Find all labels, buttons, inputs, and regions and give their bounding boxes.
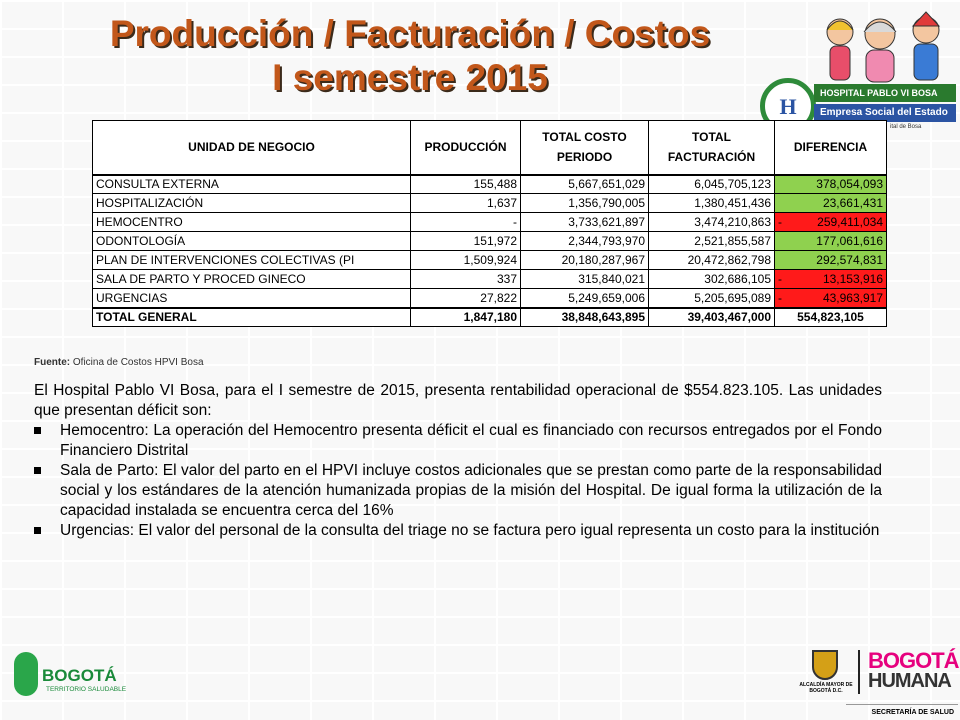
diferencia-value: 378,054,093: [816, 177, 883, 192]
negative-sign: -: [778, 290, 782, 305]
diferencia-value: 259,411,034: [817, 215, 883, 229]
row-produccion: 1,509,924: [411, 251, 521, 270]
row-diferencia: [775, 251, 887, 270]
title-line-2: I semestre 2015: [272, 57, 548, 98]
total-unidad: TOTAL GENERAL: [93, 308, 411, 327]
row-produccion: 27,822: [411, 289, 521, 308]
svg-text:H: H: [779, 94, 797, 119]
deficit-bullet: [34, 461, 882, 521]
bogota-humana-line-2: HUMANA: [868, 670, 951, 692]
header-facturacion: TOTAL FACTURACIÓN: [649, 121, 775, 175]
negative-sign: -: [778, 272, 782, 286]
row-diferencia: [775, 175, 887, 194]
header-produccion: PRODUCCIÓN: [411, 121, 521, 175]
total-produccion: 1,847,180: [411, 308, 521, 327]
square-bullet-icon: [34, 467, 41, 474]
row-unidad: SALA DE PARTO Y PROCED GINECO: [93, 270, 411, 289]
diferencia-value: 13,153,916: [822, 272, 883, 286]
row-facturacion: 302,686,105: [649, 270, 775, 289]
diferencia-value: 23,661,431: [822, 196, 883, 210]
alcaldia-text: ALCALDÍA MAYOR DE BOGOTÁ D.C.: [799, 682, 853, 694]
row-unidad: URGENCIAS: [93, 289, 411, 308]
diferencia-value: 177,061,616: [816, 234, 883, 248]
bullet-text: Sala de Parto: El valor del parto en el HPVI incluye costos adicionales que se prestan como parte de la responsabilidad social y los estándares de la atención humanizada propias de la misión del Hospital. De igual forma la utilización de la capacidad instalada se encuentra cerca del 16%: [60, 462, 882, 519]
footer-logos: [798, 646, 958, 720]
row-facturacion: 5,205,695,089: [649, 289, 775, 308]
hospital-subtext: ital de Bosa: [890, 124, 922, 130]
row-produccion: 151,972: [411, 232, 521, 251]
row-produccion: 337: [411, 270, 521, 289]
total-costo: 38,848,643,895: [521, 308, 649, 327]
row-produccion: -: [411, 213, 521, 232]
row-diferencia: [775, 270, 887, 289]
hospital-name: HOSPITAL PABLO VI BOSA: [814, 84, 956, 102]
bogota-left-subtext: TERRITORIO SALUDABLE: [46, 686, 127, 693]
total-facturacion: 39,403,467,000: [649, 308, 775, 327]
diferencia-value: 43,963,917: [822, 290, 883, 305]
bogota-territorio-saludable-logo: [12, 646, 132, 704]
table-row: [93, 175, 887, 194]
analysis-text: [34, 381, 882, 541]
row-diferencia: [775, 232, 887, 251]
table-row: [93, 194, 887, 213]
square-bullet-icon: [34, 527, 41, 534]
hospital-tagline: Empresa Social del Estado: [814, 104, 956, 122]
cost-table: [92, 120, 887, 327]
children-illustration: [818, 8, 958, 86]
negative-sign: -: [778, 215, 782, 229]
bogota-figure-icon: [14, 652, 38, 696]
row-costo: 315,840,021: [521, 270, 649, 289]
row-diferencia: [775, 289, 887, 308]
slide-title: [60, 12, 760, 100]
table-row: [93, 232, 887, 251]
row-facturacion: 3,474,210,863: [649, 213, 775, 232]
bullet-text: Hemocentro: La operación del Hemocentro presenta déficit el cual es financiado con recursos entregados por el Fondo Financiero Distrital: [60, 422, 882, 459]
row-facturacion: 20,472,862,798: [649, 251, 775, 270]
bogota-humana-line-1: BOGOTÁ: [868, 648, 959, 673]
row-diferencia: [775, 194, 887, 213]
table-row: [93, 289, 887, 308]
row-facturacion: 2,521,855,587: [649, 232, 775, 251]
row-produccion: 155,488: [411, 175, 521, 194]
source-note: [34, 357, 204, 368]
logo-divider: [858, 650, 860, 694]
table-row: [93, 251, 887, 270]
header-costo: TOTAL COSTO PERIODO: [521, 121, 649, 175]
total-diferencia: 554,823,105: [775, 308, 887, 327]
row-costo: 5,667,651,029: [521, 175, 649, 194]
row-unidad: PLAN DE INTERVENCIONES COLECTIVAS (PI: [93, 251, 411, 270]
deficit-bullet-list: [34, 421, 882, 541]
table-row: [93, 213, 887, 232]
row-facturacion: 6,045,705,123: [649, 175, 775, 194]
square-bullet-icon: [34, 427, 41, 434]
header-diferencia: DIFERENCIA: [775, 121, 887, 175]
bogota-left-text: BOGOTÁ: [42, 666, 117, 685]
row-costo: 2,344,793,970: [521, 232, 649, 251]
row-facturacion: 1,380,451,436: [649, 194, 775, 213]
row-costo: 5,249,659,006: [521, 289, 649, 308]
header-unidad: UNIDAD DE NEGOCIO: [93, 121, 411, 175]
table-body: [93, 175, 887, 308]
source-text: Oficina de Costos HPVI Bosa: [72, 357, 204, 368]
title-line-1: Producción / Facturación / Costos: [109, 13, 711, 54]
row-costo: 3,733,621,897: [521, 213, 649, 232]
row-unidad: CONSULTA EXTERNA: [93, 175, 411, 194]
table-total-row: [93, 308, 887, 327]
bullet-text: Urgencias: El valor del personal de la consulta del triage no se factura pero igual representa un costo para la institución: [60, 522, 880, 539]
alcaldia-shield-icon: [812, 650, 838, 680]
secretaria-de-salud: SECRETARÍA DE SALUD: [846, 704, 958, 720]
deficit-bullet: [34, 521, 882, 541]
source-label: Fuente:: [34, 357, 71, 368]
deficit-bullet: [34, 421, 882, 461]
row-produccion: 1,637: [411, 194, 521, 213]
table-row: [93, 270, 887, 289]
row-unidad: HOSPITALIZACIÓN: [93, 194, 411, 213]
row-unidad: HEMOCENTRO: [93, 213, 411, 232]
table-header-row: [93, 121, 887, 175]
row-diferencia: [775, 213, 887, 232]
row-unidad: ODONTOLOGÍA: [93, 232, 411, 251]
analysis-intro: El Hospital Pablo VI Bosa, para el I semestre de 2015, presenta rentabilidad operacional de $554.823.105. Las unidades que presentan déficit son:: [34, 382, 882, 419]
diferencia-value: 292,574,831: [816, 253, 883, 267]
row-costo: 20,180,287,967: [521, 251, 649, 270]
row-costo: 1,356,790,005: [521, 194, 649, 213]
